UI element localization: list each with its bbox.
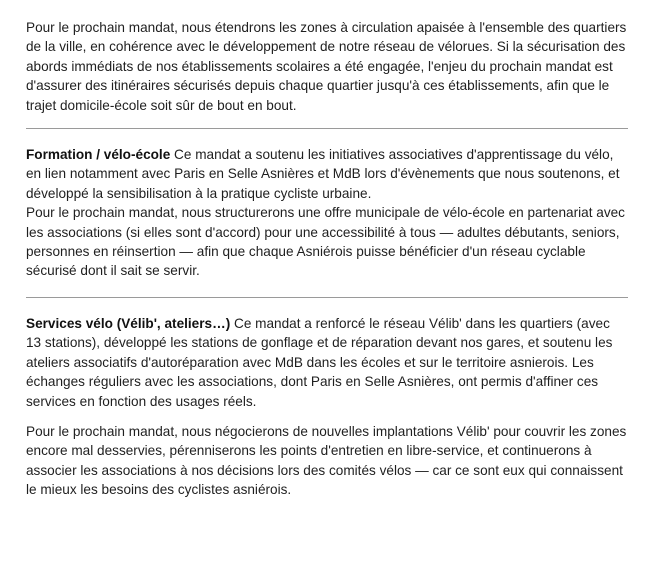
formation-plan-paragraph: Pour le prochain mandat, nous structurerons une offre municipale de vélo-école en partenariat avec les associations (si elles sont d'accord) pour une accessibilité à tous — adultes débutants, seniors, personnes en réinsertion — afin que chaque Asniérois puisse bénéficier d'un réseau cyclable sécurisé dont il sait se servir. [26, 205, 625, 279]
formation-heading: Formation / vélo-école [26, 147, 171, 163]
intro-section [26, 18, 628, 128]
velib-section [26, 298, 628, 500]
intro-paragraph: Pour le prochain mandat, nous étendrons les zones à circulation apaisée à l'ensemble des quartiers de la ville, en cohérence avec le développement de notre réseau de vélorues. Si la sécurisation des abords immédiats de nos établissements scolaires a été engagée, l'enjeu du prochain mandat est d'assurer des itinéraires sécurisés depuis chaque quartier jusqu'à ces établissements, afin que le trajet domicile-école soit sûr de bout en bout. [26, 20, 627, 113]
velib-record-paragraph [26, 314, 628, 411]
velib-plan-paragraph: Pour le prochain mandat, nous négocierons de nouvelles implantations Vélib' pour couvrir les zones encore mal desservies, pérenniserons les points d'entretien en libre-service, et continuerons à associer les associations à nos décisions lors des comités vélos — car ce sont eux qui connaissent le mieux les besoins des cyclistes asniérois. [26, 423, 627, 498]
formation-record-paragraph [26, 145, 628, 203]
formation-section [26, 129, 628, 297]
document-body [26, 0, 628, 500]
formation-record-text: Ce mandat a soutenu les initiatives associatives d'apprentissage du vélo, en lien notamment avec Paris en Selle Asnières et MdB lors d'évènements que nous soutenons, et développé la sensibilisation à la pratique cycliste urbaine. [26, 147, 620, 201]
velib-record-text: Ce mandat a renforcé le réseau Vélib' dans les quartiers (avec 13 stations), développé les stations de gonflage et de réparation devant nos gares, et soutenu les ateliers associatifs d'autoréparation avec MdB dans les écoles et sur le territoire asnierois. Les échanges réguliers avec les associations, dont Paris en Selle Asnières, ont permis d'affiner ces services en fonction des usages réels. [26, 315, 613, 409]
velib-heading: Services vélo (Vélib', ateliers…) [26, 315, 231, 331]
